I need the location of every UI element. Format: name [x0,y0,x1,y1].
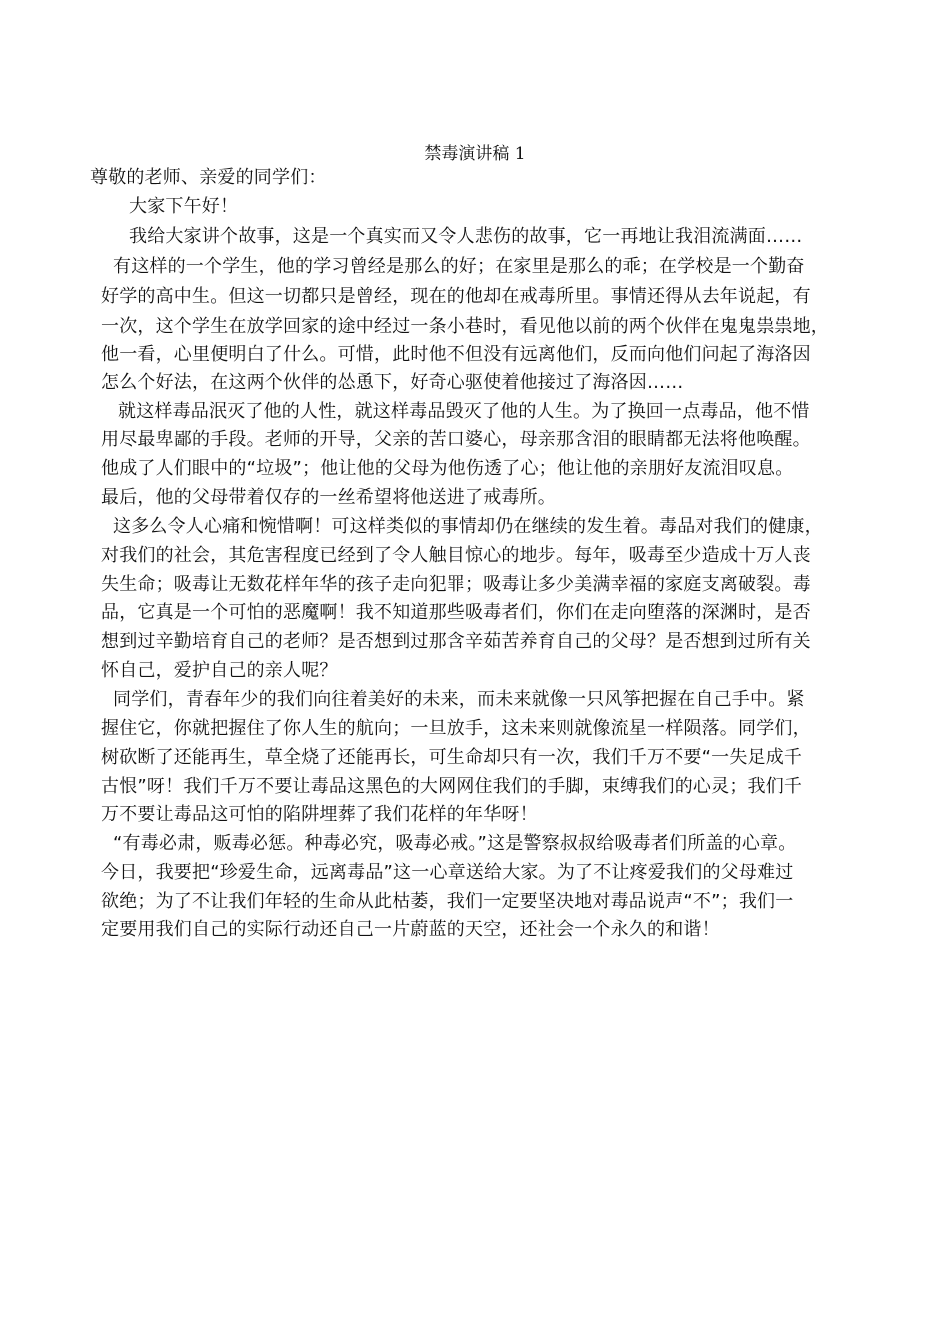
body-line: 一次，这个学生在放学回家的途中经过一条小巷时，看见他以前的两个伙伴在鬼鬼祟祟地， [101,316,829,337]
body-line: 这多么令人心痛和惋惜啊！可这样类似的事情却仍在继续的发生着。毒品对我们的健康， [113,516,823,537]
body-line: 树砍断了还能再生，草全烧了还能再长，可生命却只有一次，我们千万不要“一失足成千 [101,747,803,768]
body-line: 有这样的一个学生，他的学习曾经是那么的好；在家里是那么的乖；在学校是一个勤奋 [113,256,805,277]
body-line: “有毒必肃，贩毒必惩。种毒必究，吸毒必戒。”这是警察叔叔给吸毒者们所盖的心章。 [113,833,797,854]
body-line: 欲绝；为了不让我们年轻的生命从此枯萎，我们一定要坚决地对毒品说声“不”；我们一 [101,891,794,912]
body-line: 他成了人们眼中的“垃圾”；他让他的父母为他伤透了心；他让他的亲朋好友流泪叹息。 [101,458,794,479]
body-line: 同学们，青春年少的我们向往着美好的未来，而未来就像一只风筝把握在自己手中。紧 [113,689,805,710]
greeting-line: 大家下午好！ [129,196,239,217]
body-line: 失生命；吸毒让无数花样年华的孩子走向犯罪；吸毒让多少美满幸福的家庭支离破裂。毒 [101,574,811,595]
body-line: 怎么个好法，在这两个伙伴的怂恿下，好奇心驱使着他接过了海洛因…… [101,372,684,393]
body-line: 今日，我要把“珍爱生命，远离毒品”这一心章送给大家。为了不让疼爱我们的父母难过 [101,862,794,883]
body-line: 他一看，心里便明白了什么。可惜，此时他不但没有远离他们，反而向他们问起了海洛因 [101,344,811,365]
body-line: 古恨”呀！我们千万不要让毒品这黑色的大网网住我们的手脚，束缚我们的心灵；我们千 [101,776,803,797]
document-title: 禁毒演讲稿 1 [424,144,526,164]
body-line: 握住它，你就把握住了你人生的航向；一旦放手，这未来则就像流星一样陨落。同学们， [101,718,811,739]
body-line: 怀自己，爱护自己的亲人呢？ [101,660,338,681]
body-line: 用尽最卑鄙的手段。老师的开导，父亲的苦口婆心，母亲那含泪的眼睛都无法将他唤醒。 [101,429,811,450]
body-line: 想到过辛勤培育自己的老师？是否想到过那含辛茹苦养育自己的父母？是否想到过所有关 [101,631,811,652]
body-line: 好学的高中生。但这一切都只是曾经，现在的他却在戒毒所里。事情还得从去年说起，有 [101,286,811,307]
salutation-line: 尊敬的老师、亲爱的同学们： [90,167,327,188]
body-line: 就这样毒品泯灭了他的人性，就这样毒品毁灭了他的人生。为了换回一点毒品，他不惜 [118,401,810,422]
body-line: 定要用我们自己的实际行动还自己一片蔚蓝的天空，还社会一个永久的和谐！ [101,919,720,940]
body-line: 品，它真是一个可怕的恶魔啊！我不知道那些吸毒者们，你们在走向堕落的深渊时，是否 [101,602,811,623]
body-line: 万不要让毒品这可怕的陷阱埋葬了我们花样的年华呀！ [101,804,538,825]
body-line: 我给大家讲个故事，这是一个真实而又令人悲伤的故事，它一再地让我泪流满面…… [129,226,803,247]
body-line: 最后，他的父母带着仅存的一丝希望将他送进了戒毒所。 [101,487,556,508]
body-line: 对我们的社会，其危害程度已经到了令人触目惊心的地步。每年，吸毒至少造成十万人丧 [101,545,811,566]
